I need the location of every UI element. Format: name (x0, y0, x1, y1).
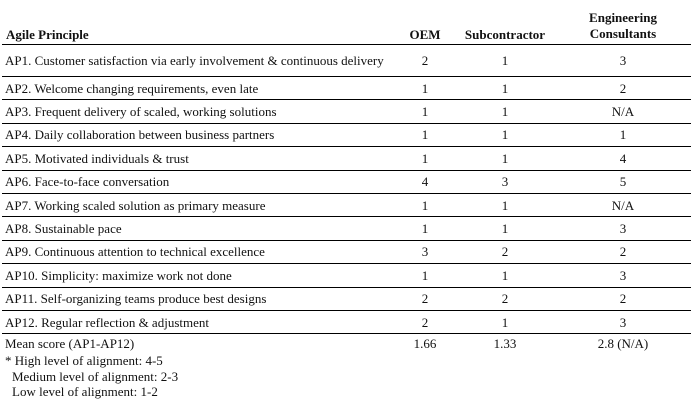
subcontractor-cell: 1 (455, 123, 555, 146)
subcontractor-cell: 1 (455, 100, 555, 123)
subcontractor-cell: 1 (455, 217, 555, 240)
engineering-cell: 3 (555, 217, 691, 240)
subcontractor-cell: 1 (455, 147, 555, 170)
subcontractor-cell: 1 (455, 264, 555, 287)
subcontractor-cell: 1 (455, 310, 555, 333)
oem-cell: 1 (395, 147, 455, 170)
table-header-row (2, 4, 691, 45)
header-oem: OEM (395, 4, 455, 45)
table-row (2, 240, 691, 263)
table-row (2, 123, 691, 146)
subcontractor-cell: 3 (455, 170, 555, 193)
subcontractor-cell: 2 (455, 240, 555, 263)
oem-cell: 1 (395, 123, 455, 146)
header-eng-line2: Consultants (589, 26, 657, 41)
header-subcontractor: Subcontractor (455, 4, 555, 45)
header-engineering-consultants (555, 4, 691, 45)
oem-cell: 1 (395, 77, 455, 100)
principle-cell: AP3. Frequent delivery of scaled, working solutions (2, 100, 395, 123)
table-row (2, 100, 691, 123)
agile-principles-table (2, 4, 691, 353)
table-row (2, 287, 691, 310)
principle-cell: AP5. Motivated individuals & trust (2, 147, 395, 170)
oem-cell: 1 (395, 217, 455, 240)
subcontractor-cell: 1 (455, 77, 555, 100)
table-row (2, 264, 691, 287)
oem-cell: 2 (395, 310, 455, 333)
subcontractor-cell: 1 (455, 193, 555, 216)
principle-cell: AP6. Face-to-face conversation (2, 170, 395, 193)
principle-cell: AP11. Self-organizing teams produce best designs (2, 287, 395, 310)
principle-cell: AP4. Daily collaboration between business partners (2, 123, 395, 146)
legend-medium: Medium level of alignment: 2-3 (12, 368, 179, 384)
engineering-cell: 2 (555, 240, 691, 263)
engineering-cell: 3 (555, 45, 691, 77)
table-row (2, 193, 691, 216)
header-agile-principle: Agile Principle (2, 4, 395, 45)
engineering-cell: N/A (555, 193, 691, 216)
header-eng-line1: Engineering (589, 10, 657, 25)
subcontractor-cell: 1 (455, 45, 555, 77)
mean-engineering: 2.8 (N/A) (597, 336, 649, 352)
subcontractor-cell: 2 (455, 287, 555, 310)
engineering-cell: 3 (555, 264, 691, 287)
principle-cell: AP1. Customer satisfaction via early involvement & continuous delivery (2, 45, 395, 77)
table-row (2, 217, 691, 240)
alignment-table-container (2, 4, 691, 400)
principle-cell: AP10. Simplicity: maximize work not done (2, 264, 395, 287)
engineering-cell: 2 (555, 287, 691, 310)
mean-score-label: Mean score (AP1-AP12) (5, 336, 135, 352)
principle-cell: AP12. Regular reflection & adjustment (2, 310, 395, 333)
engineering-cell: 5 (555, 170, 691, 193)
principle-cell: AP9. Continuous attention to technical excellence (2, 240, 395, 263)
oem-cell: 1 (395, 193, 455, 216)
engineering-cell: 3 (555, 310, 691, 333)
legend-low: Low level of alignment: 1-2 (12, 384, 158, 400)
oem-cell: 2 (395, 287, 455, 310)
mean-oem: 1.66 (413, 336, 437, 352)
oem-cell: 4 (395, 170, 455, 193)
table-row (2, 77, 691, 100)
engineering-cell: 4 (555, 147, 691, 170)
principle-cell: AP7. Working scaled solution as primary measure (2, 193, 395, 216)
engineering-cell: N/A (555, 100, 691, 123)
oem-cell: 1 (395, 264, 455, 287)
table-row (2, 310, 691, 333)
alignment-legend (2, 353, 691, 400)
engineering-cell: 1 (555, 123, 691, 146)
mean-score-row (2, 334, 691, 354)
legend-high: * High level of alignment: 4-5 (5, 353, 163, 369)
table-row (2, 147, 691, 170)
mean-subcontractor: 1.33 (493, 336, 517, 352)
engineering-cell: 2 (555, 77, 691, 100)
principle-cell: AP8. Sustainable pace (2, 217, 395, 240)
oem-cell: 2 (395, 45, 455, 77)
table-row (2, 45, 691, 77)
table-row (2, 170, 691, 193)
oem-cell: 3 (395, 240, 455, 263)
principle-cell: AP2. Welcome changing requirements, even late (2, 77, 395, 100)
oem-cell: 1 (395, 100, 455, 123)
